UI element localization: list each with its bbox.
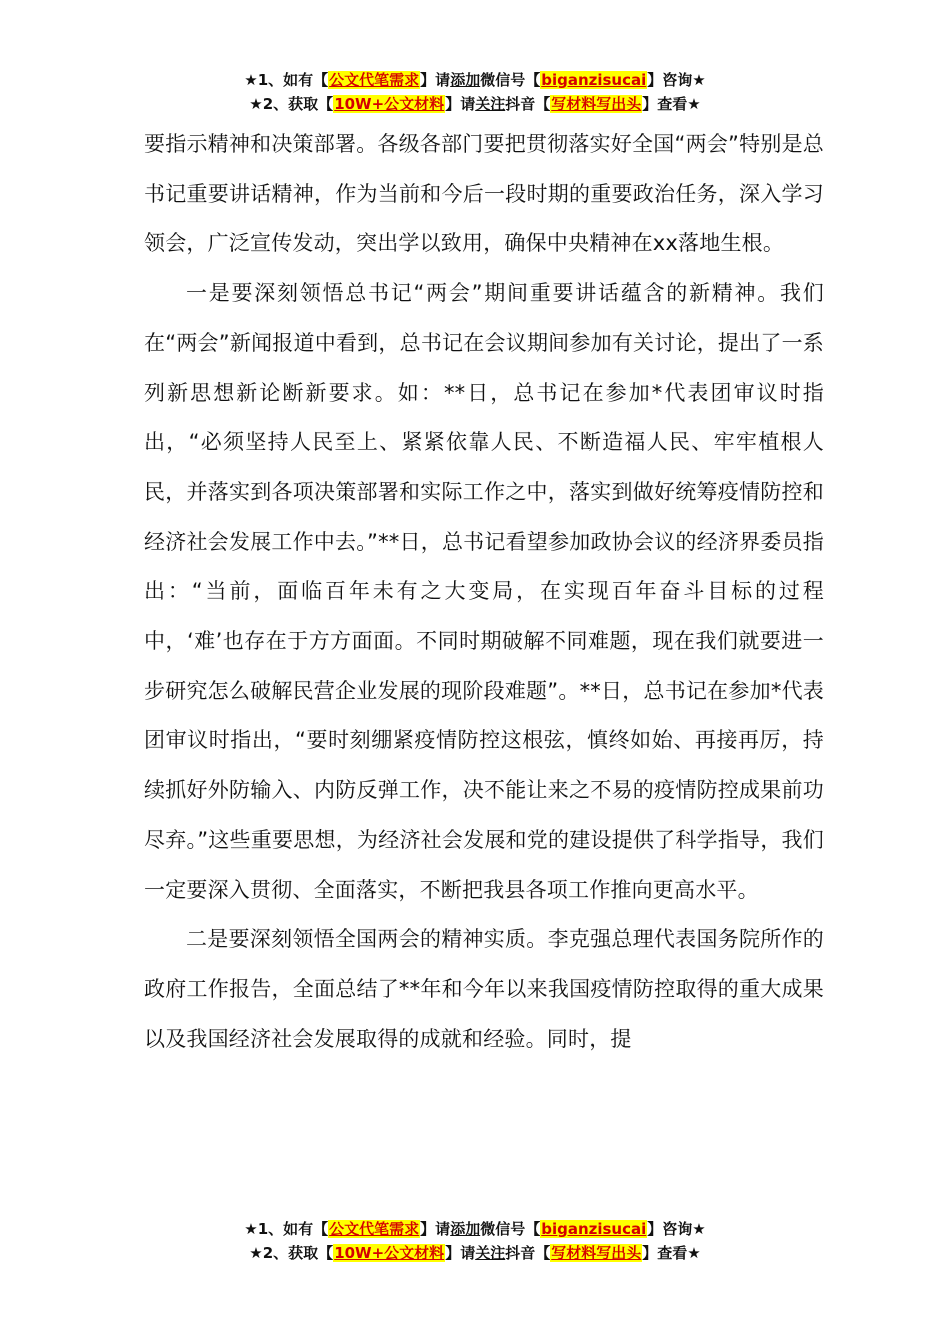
- promo-text: 】查看★: [642, 1244, 701, 1262]
- promo-line-2: [0, 92, 950, 116]
- paragraph-continuation: 要指示精神和决策部署。各级各部门要把贯彻落实好全国“两会”特别是总书记重要讲话精神，作为当前和今后一段时期的重要政治任务，深入学习领会，广泛宣传发动，突出学以致用，确保中央精神在xx落地生根。: [144, 132, 824, 256]
- promo-text: ★1、如有【: [244, 1220, 329, 1238]
- paragraph-point-one: 一是要深刻领悟总书记“两会”期间重要讲话蕴含的新精神。我们在“两会”新闻报道中看到，总书记在会议期间参加有关讨论，提出了一系列新思想新论断新要求。如：**日，总书记在参加*代表团审议时指出，“必须坚持人民至上、紧紧依靠人民、不断造福人民、牢牢植根人民，并落实到各项决策部署和实际工作之中，落实到做好统筹疫情防控和经济社会发展工作中去。”**日，总书记看望参加政协会议的经济界委员指出：“当前，面临百年未有之大变局，在实现百年奋斗目标的过程中，‘难’也存在于方方面面。不同时期破解不同难题，现在我们就要进一步研究怎么破解民营企业发展的现阶段难题”。**日，总书记在参加*代表团审议时指出，“要时刻绷紧疫情防控这根弦，慎终如始、再接再厉，持续抓好外防输入、内防反弹工作，决不能让来之不易的疫情防控成果前功尽弃。”这些重要思想，为经济社会发展和党的建设提供了科学指导，我们一定要深入贯彻、全面落实，不断把我县各项工作推向更高水平。: [144, 281, 824, 902]
- promo-text: 抖音【: [505, 1244, 551, 1262]
- promo-text: 】咨询★: [647, 1220, 706, 1238]
- promo-underlined-text: 添加: [450, 71, 481, 89]
- promo-text: 】请: [420, 71, 451, 89]
- promo-header: [0, 68, 950, 116]
- promo-footer: [0, 1217, 950, 1265]
- paragraph-point-two: 二是要深刻领悟全国两会的精神实质。李克强总理代表国务院所作的政府工作报告，全面总结了**年和今年以来我国疫情防控取得的重大成果以及我国经济社会发展取得的成就和经验。同时，提: [144, 927, 824, 1051]
- promo-underlined-text: 添加: [450, 1220, 481, 1238]
- promo-text: 】请: [420, 1220, 451, 1238]
- promo-text: 抖音【: [505, 95, 551, 113]
- promo-highlight: 10W+公文材料: [334, 1244, 445, 1262]
- promo-line-2: [0, 1241, 950, 1265]
- promo-highlight: 公文代笔需求: [329, 1220, 420, 1238]
- promo-text: 】咨询★: [647, 71, 706, 89]
- promo-line-1: [0, 68, 950, 92]
- promo-line-1: [0, 1217, 950, 1241]
- promo-text: ★2、获取【: [249, 1244, 334, 1262]
- promo-text: 】请: [445, 95, 476, 113]
- promo-highlight: 公文代笔需求: [329, 71, 420, 89]
- promo-highlight: 10W+公文材料: [334, 95, 445, 113]
- promo-text: 】查看★: [642, 95, 701, 113]
- promo-underlined-text: 关注: [475, 1244, 506, 1262]
- promo-highlight: 写材料写出头: [551, 1244, 642, 1262]
- promo-highlight: biganzisucai: [541, 71, 647, 89]
- promo-text: ★1、如有【: [244, 71, 329, 89]
- promo-text: 】请: [445, 1244, 476, 1262]
- promo-text: 微信号【: [480, 1220, 541, 1238]
- promo-text: 微信号【: [480, 71, 541, 89]
- document-body: [144, 120, 824, 1064]
- promo-highlight: biganzisucai: [541, 1220, 647, 1238]
- promo-highlight: 写材料写出头: [551, 95, 642, 113]
- promo-underlined-text: 关注: [475, 95, 506, 113]
- promo-text: ★2、获取【: [249, 95, 334, 113]
